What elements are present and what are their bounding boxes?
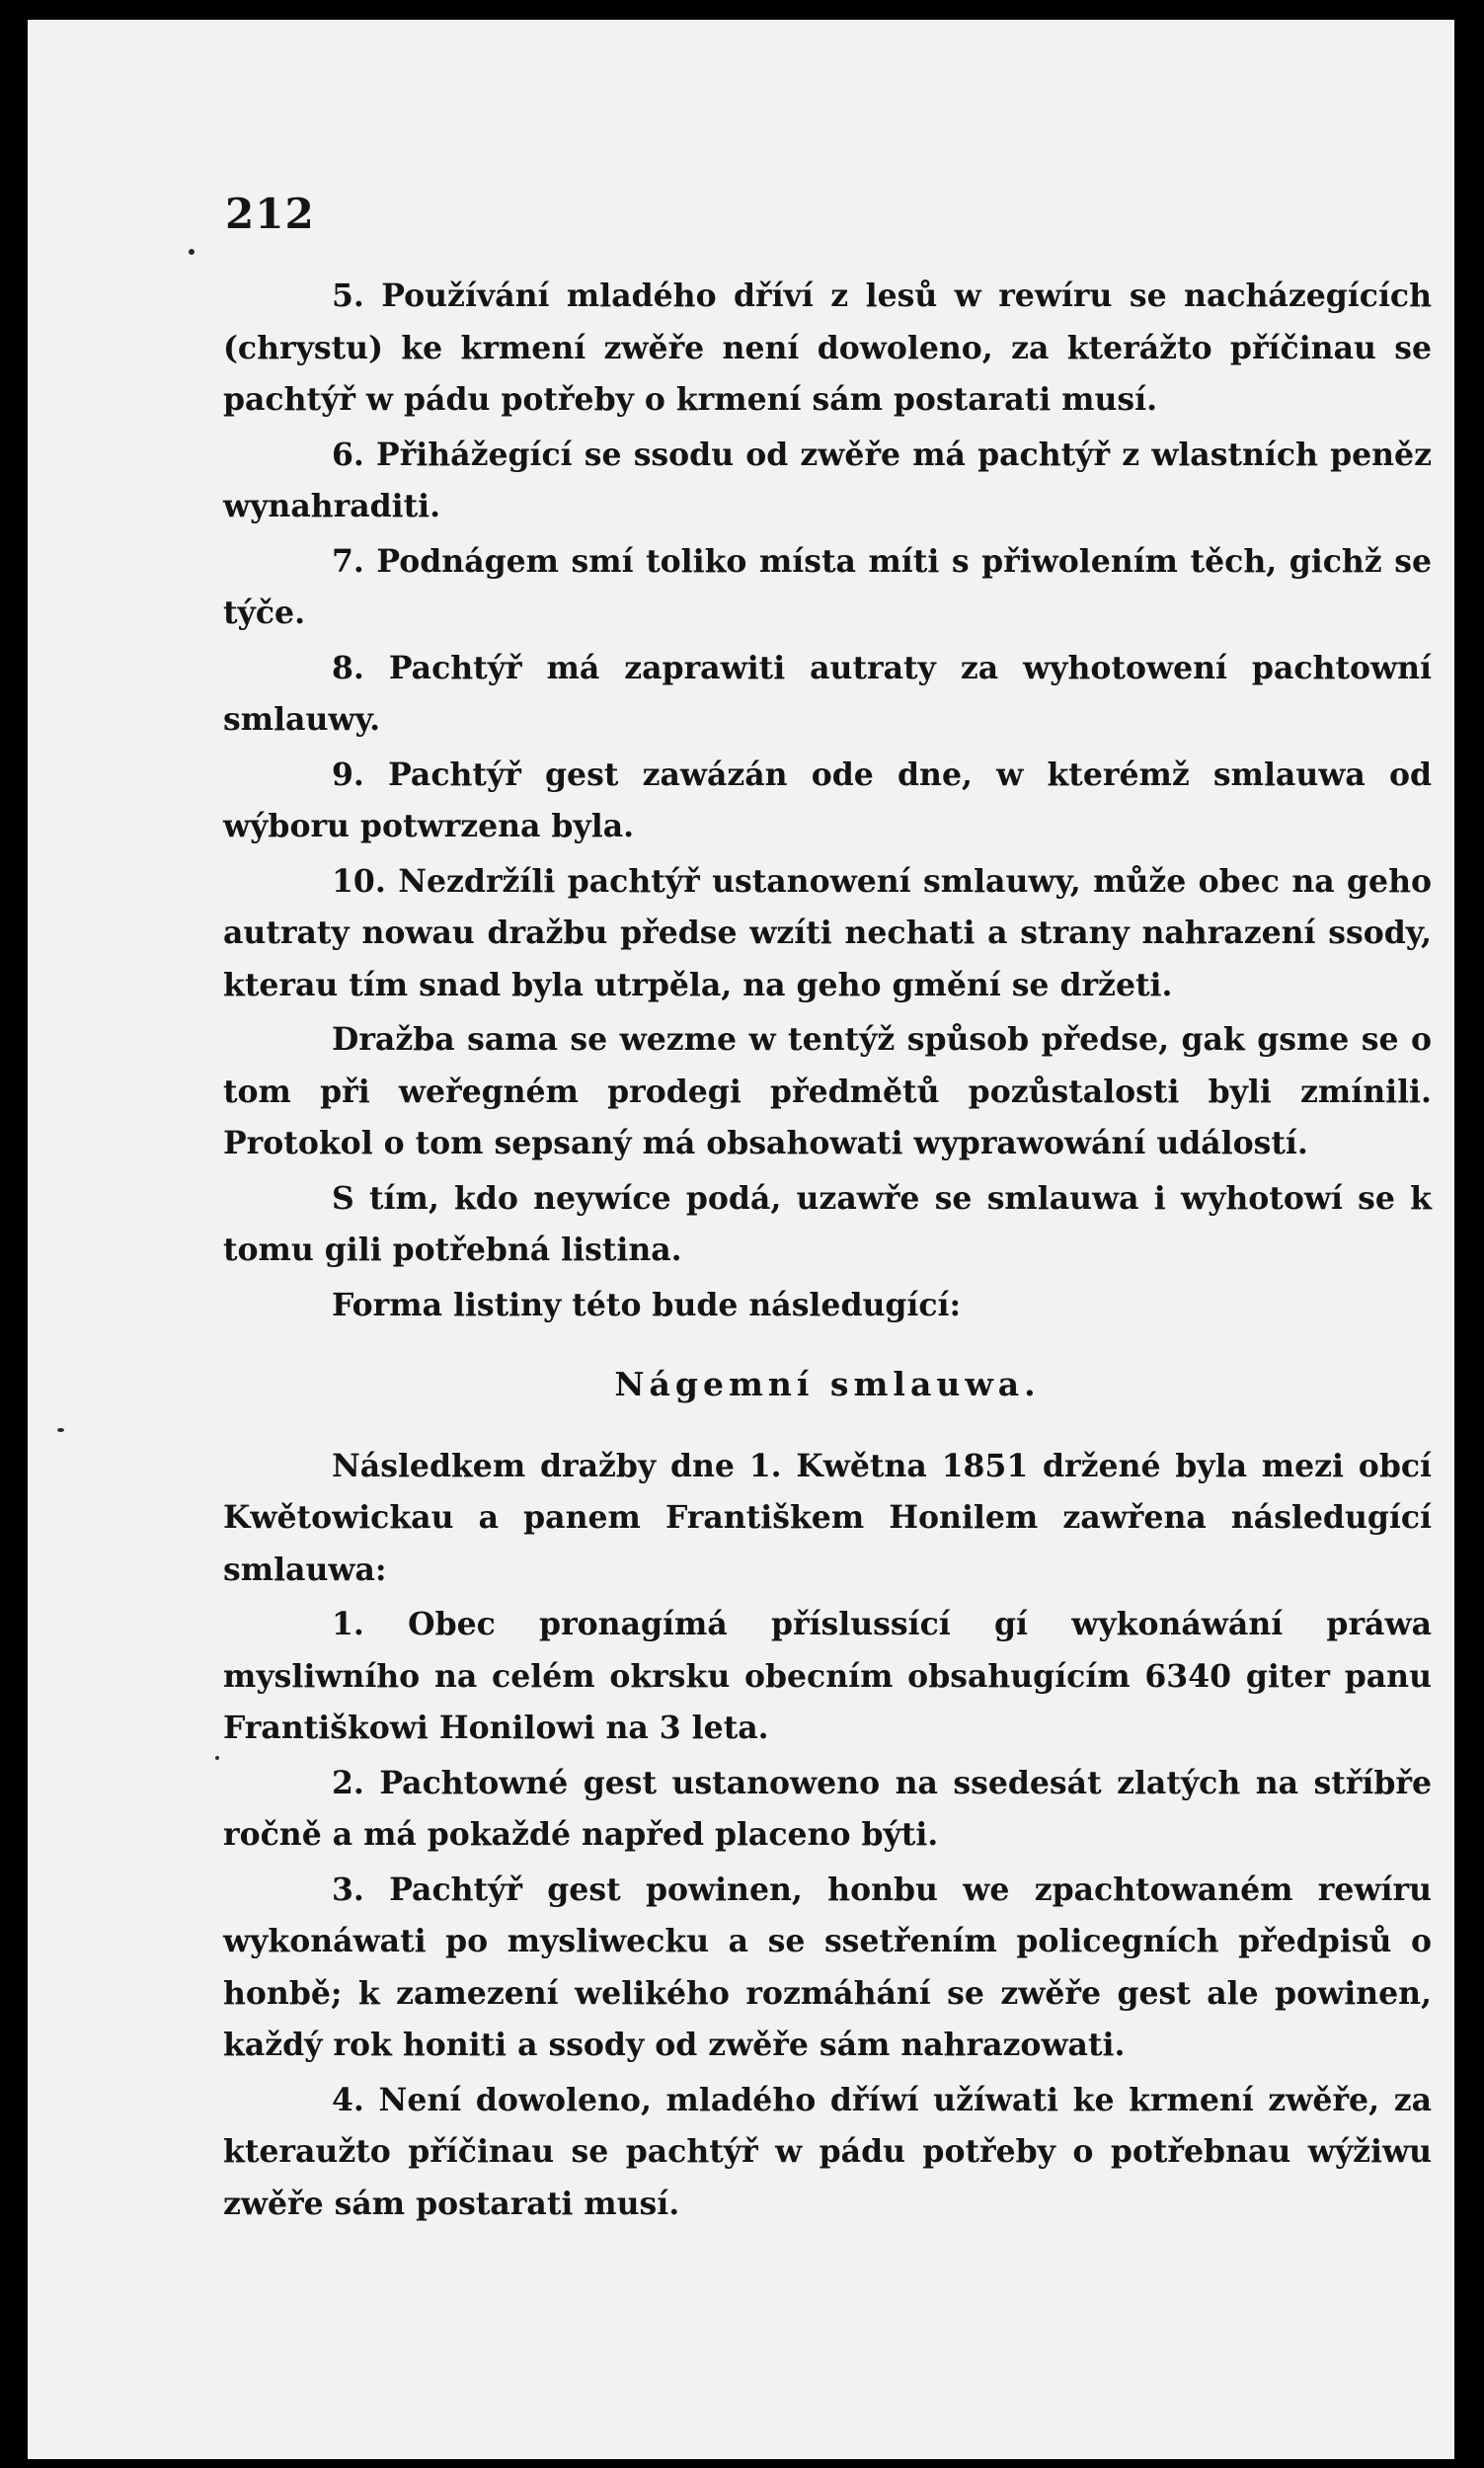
book-page: [28, 20, 1454, 2459]
contract-intro: Následkem dražby dne 1. Kwětna 1851 držené byla mezi obcí Kwětowickau a panem Františkem Honilem zawřena následugící smlauwa:: [223, 1447, 1432, 1588]
ink-speck: [57, 1428, 64, 1432]
contract-clause-2: 2. Pachtowné gest ustanoweno na ssedesát zlatých na stříbře ročně a má pokaždé napřed placeno býti.: [223, 1764, 1432, 1853]
paragraph-forma: Forma listiny této bude následugící:: [332, 1286, 962, 1323]
page-number: 212: [225, 190, 315, 238]
paragraph-5: 5. Používání mladého dříví z lesů w rewíru se nacházegících (chrystu) ke krmení zwěře není dowoleno, za kterážto příčinau se pachtýř w pádu potřeby o krmení sám postarati musí.: [223, 278, 1432, 418]
contract-heading: Nágemní smlauwa.: [614, 1365, 1041, 1403]
paragraph-7: 7. Podnágem smí toliko místa míti s přiwolením těch, gichž se týče.: [223, 542, 1432, 631]
paragraph-drazba: Dražba sama se wezme w tentýž spůsob předse, gak gsme se o tom při weřegném prodegi předmětů pozůstalosti byli zmínili. Protokol o tom sepsaný má obsahowati wyprawowání událostí.: [223, 1021, 1432, 1161]
page-text: [223, 271, 1432, 2233]
paragraph-8: 8. Pachtýř má zaprawiti autraty za wyhotowení pachtowní smlauwy.: [223, 649, 1432, 738]
paragraph-10: 10. Nezdržíli pachtýř ustanowení smlauwy, může obec na geho autraty nowau dražbu předse wzíti nechati a strany nahrazení ssody, kterau tím snad byla utrpěla, na geho gmění se držeti.: [223, 862, 1432, 1003]
paragraph-uzawre: S tím, kdo neywíce podá, uzawře se smlauwa i wyhotowí se k tomu gili potřebná listina.: [223, 1179, 1432, 1268]
ink-speck: [189, 249, 195, 255]
paragraph-9: 9. Pachtýř gest zawázán ode dne, w kterémž smlauwa od wýboru potwrzena byla.: [223, 756, 1432, 844]
paragraph-6: 6. Přihážegící se ssodu od zwěře má pachtýř z wlastních peněz wynahraditi.: [223, 436, 1432, 524]
contract-clause-1: 1. Obec pronagímá příslussící gí wykonáwání práwa mysliwního na celém okrsku obecním obsahugícím 6340 giter panu Františkowi Honilowi na 3 leta.: [223, 1606, 1432, 1746]
ink-speck: [215, 1756, 219, 1760]
contract-clause-4: 4. Není dowoleno, mladého dříwí užíwati ke krmení zwěře, za kteraužto příčinau se pachtýř w pádu potřeby o potřebnau wýžiwu zwěře sám postarati musí.: [223, 2081, 1432, 2222]
contract-clause-3: 3. Pachtýř gest powinen, honbu we zpachtowaném rewíru wykonáwati po mysliwecku a se ssetřením policegních předpisů o honbě; k zamezení welikého rozmáhání se zwěře gest ale powinen, každý rok honiti a ssody od zwěře sám nahrazowati.: [223, 1871, 1432, 2063]
